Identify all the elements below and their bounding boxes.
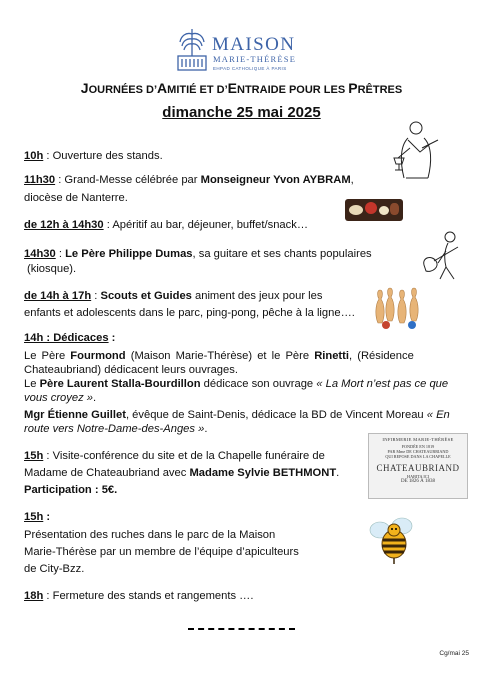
bee-icon bbox=[364, 514, 422, 572]
schedule-item-14h30: 14h30 : Le Père Philippe Dumas, sa guitare et ses chants populaires bbox=[24, 248, 372, 260]
plaque-line5: CHATEAUBRIAND bbox=[376, 463, 460, 473]
guitar-player-drawing bbox=[418, 229, 466, 281]
visite-line2: Madame de Chateaubriand avec Madame Sylvie BETHMONT. bbox=[24, 467, 340, 479]
tree-building-logo-icon bbox=[176, 26, 208, 72]
logo-name: MAISON bbox=[212, 34, 296, 55]
dedicaces-line5: Mgr Étienne Guillet, évêque de Saint-Denis, dédicace la BD de Vincent Moreau « En bbox=[24, 409, 450, 421]
maison-marie-therese-logo bbox=[176, 22, 316, 78]
plaque-line3: PAR Mme DE CHATEAUBRIAND bbox=[387, 449, 449, 454]
schedule-item-10h: 10h : Ouverture des stands. bbox=[24, 150, 163, 162]
plaque-line4: QUI REPOSE DANS LA CHAPELLE bbox=[385, 454, 451, 459]
dedicaces-line3: Le Père Laurent Stalla-Bourdillon dédicace son ouvrage « La Mort n’est pas ce que bbox=[24, 378, 449, 390]
page-title: JOURNÉES D’AMITIÉ ET D’ENTRAIDE POUR LES PRÊTRES bbox=[80, 80, 403, 96]
schedule-item-14h-17h: de 14h à 17h : Scouts et Guides animent des jeux pour les bbox=[24, 290, 323, 302]
bowling-pins-drawing bbox=[372, 286, 428, 330]
dedicaces-line4: vous croyez ». bbox=[24, 392, 97, 404]
schedule-item-14h-17h-line2: enfants et adolescents dans le parc, ping-pong, pêche à la ligne…. bbox=[24, 307, 355, 319]
separator-dashes bbox=[188, 628, 295, 630]
buffet-photo bbox=[345, 199, 403, 221]
plaque-line1: INFIRMERIE MARIE-THÉRÈSE bbox=[382, 437, 454, 442]
schedule-item-14h30-line2: (kiosque). bbox=[27, 263, 77, 275]
ruches-line3: de City-Bzz. bbox=[24, 563, 85, 575]
schedule-item-dedicaces: 14h : Dédicaces : bbox=[24, 332, 116, 344]
schedule-item-12h: de 12h à 14h30 : Apéritif au bar, déjeuner, buffet/snack… bbox=[24, 219, 309, 231]
schedule-item-11h30-line2: diocèse de Nanterre. bbox=[24, 192, 128, 204]
schedule-item-15h-ruches: 15h : bbox=[24, 511, 51, 523]
schedule-item-18h: 18h : Fermeture des stands et rangements …. bbox=[24, 590, 254, 602]
chateaubriand-plaque bbox=[368, 433, 468, 499]
schedule-item-15h-visite: 15h : Visite-conférence du site et de la Chapelle funéraire de bbox=[24, 450, 325, 462]
schedule-item-11h30: 11h30 : Grand-Messe célébrée par Monseigneur Yvon AYBRAM, bbox=[24, 174, 354, 186]
dedicaces-line1: Le Père Fourmond (Maison Marie-Thérèse) et le Père Rinetti, (Résidence bbox=[24, 350, 414, 362]
visite-participation: Participation : 5€. bbox=[24, 484, 118, 496]
footer-reference: Cg/mai 25 bbox=[439, 650, 469, 657]
plaque-line6: HABITA ICI bbox=[407, 474, 429, 479]
logo-tagline: EHPAD CATHOLIQUE À PARIS bbox=[213, 66, 287, 71]
dedicaces-line2: Chateaubriand) dédicacent leurs ouvrages. bbox=[24, 364, 238, 376]
plaque-line7: DE 1826 À 1838 bbox=[400, 479, 436, 484]
logo-subtitle: MARIE-THÉRÈSE bbox=[213, 54, 297, 64]
plaque-line2: FONDÉE EN 1819 bbox=[401, 444, 435, 449]
priest-chalice-drawing bbox=[386, 118, 446, 182]
event-date: dimanche 25 mai 2025 bbox=[162, 104, 321, 121]
dedicaces-line6: route vers Notre-Dame-des-Anges ». bbox=[24, 423, 208, 435]
ruches-line1: Présentation des ruches dans le parc de la Maison bbox=[24, 529, 276, 541]
ruches-line2: Marie-Thérèse par un membre de l’équipe d’apiculteurs bbox=[24, 546, 299, 558]
